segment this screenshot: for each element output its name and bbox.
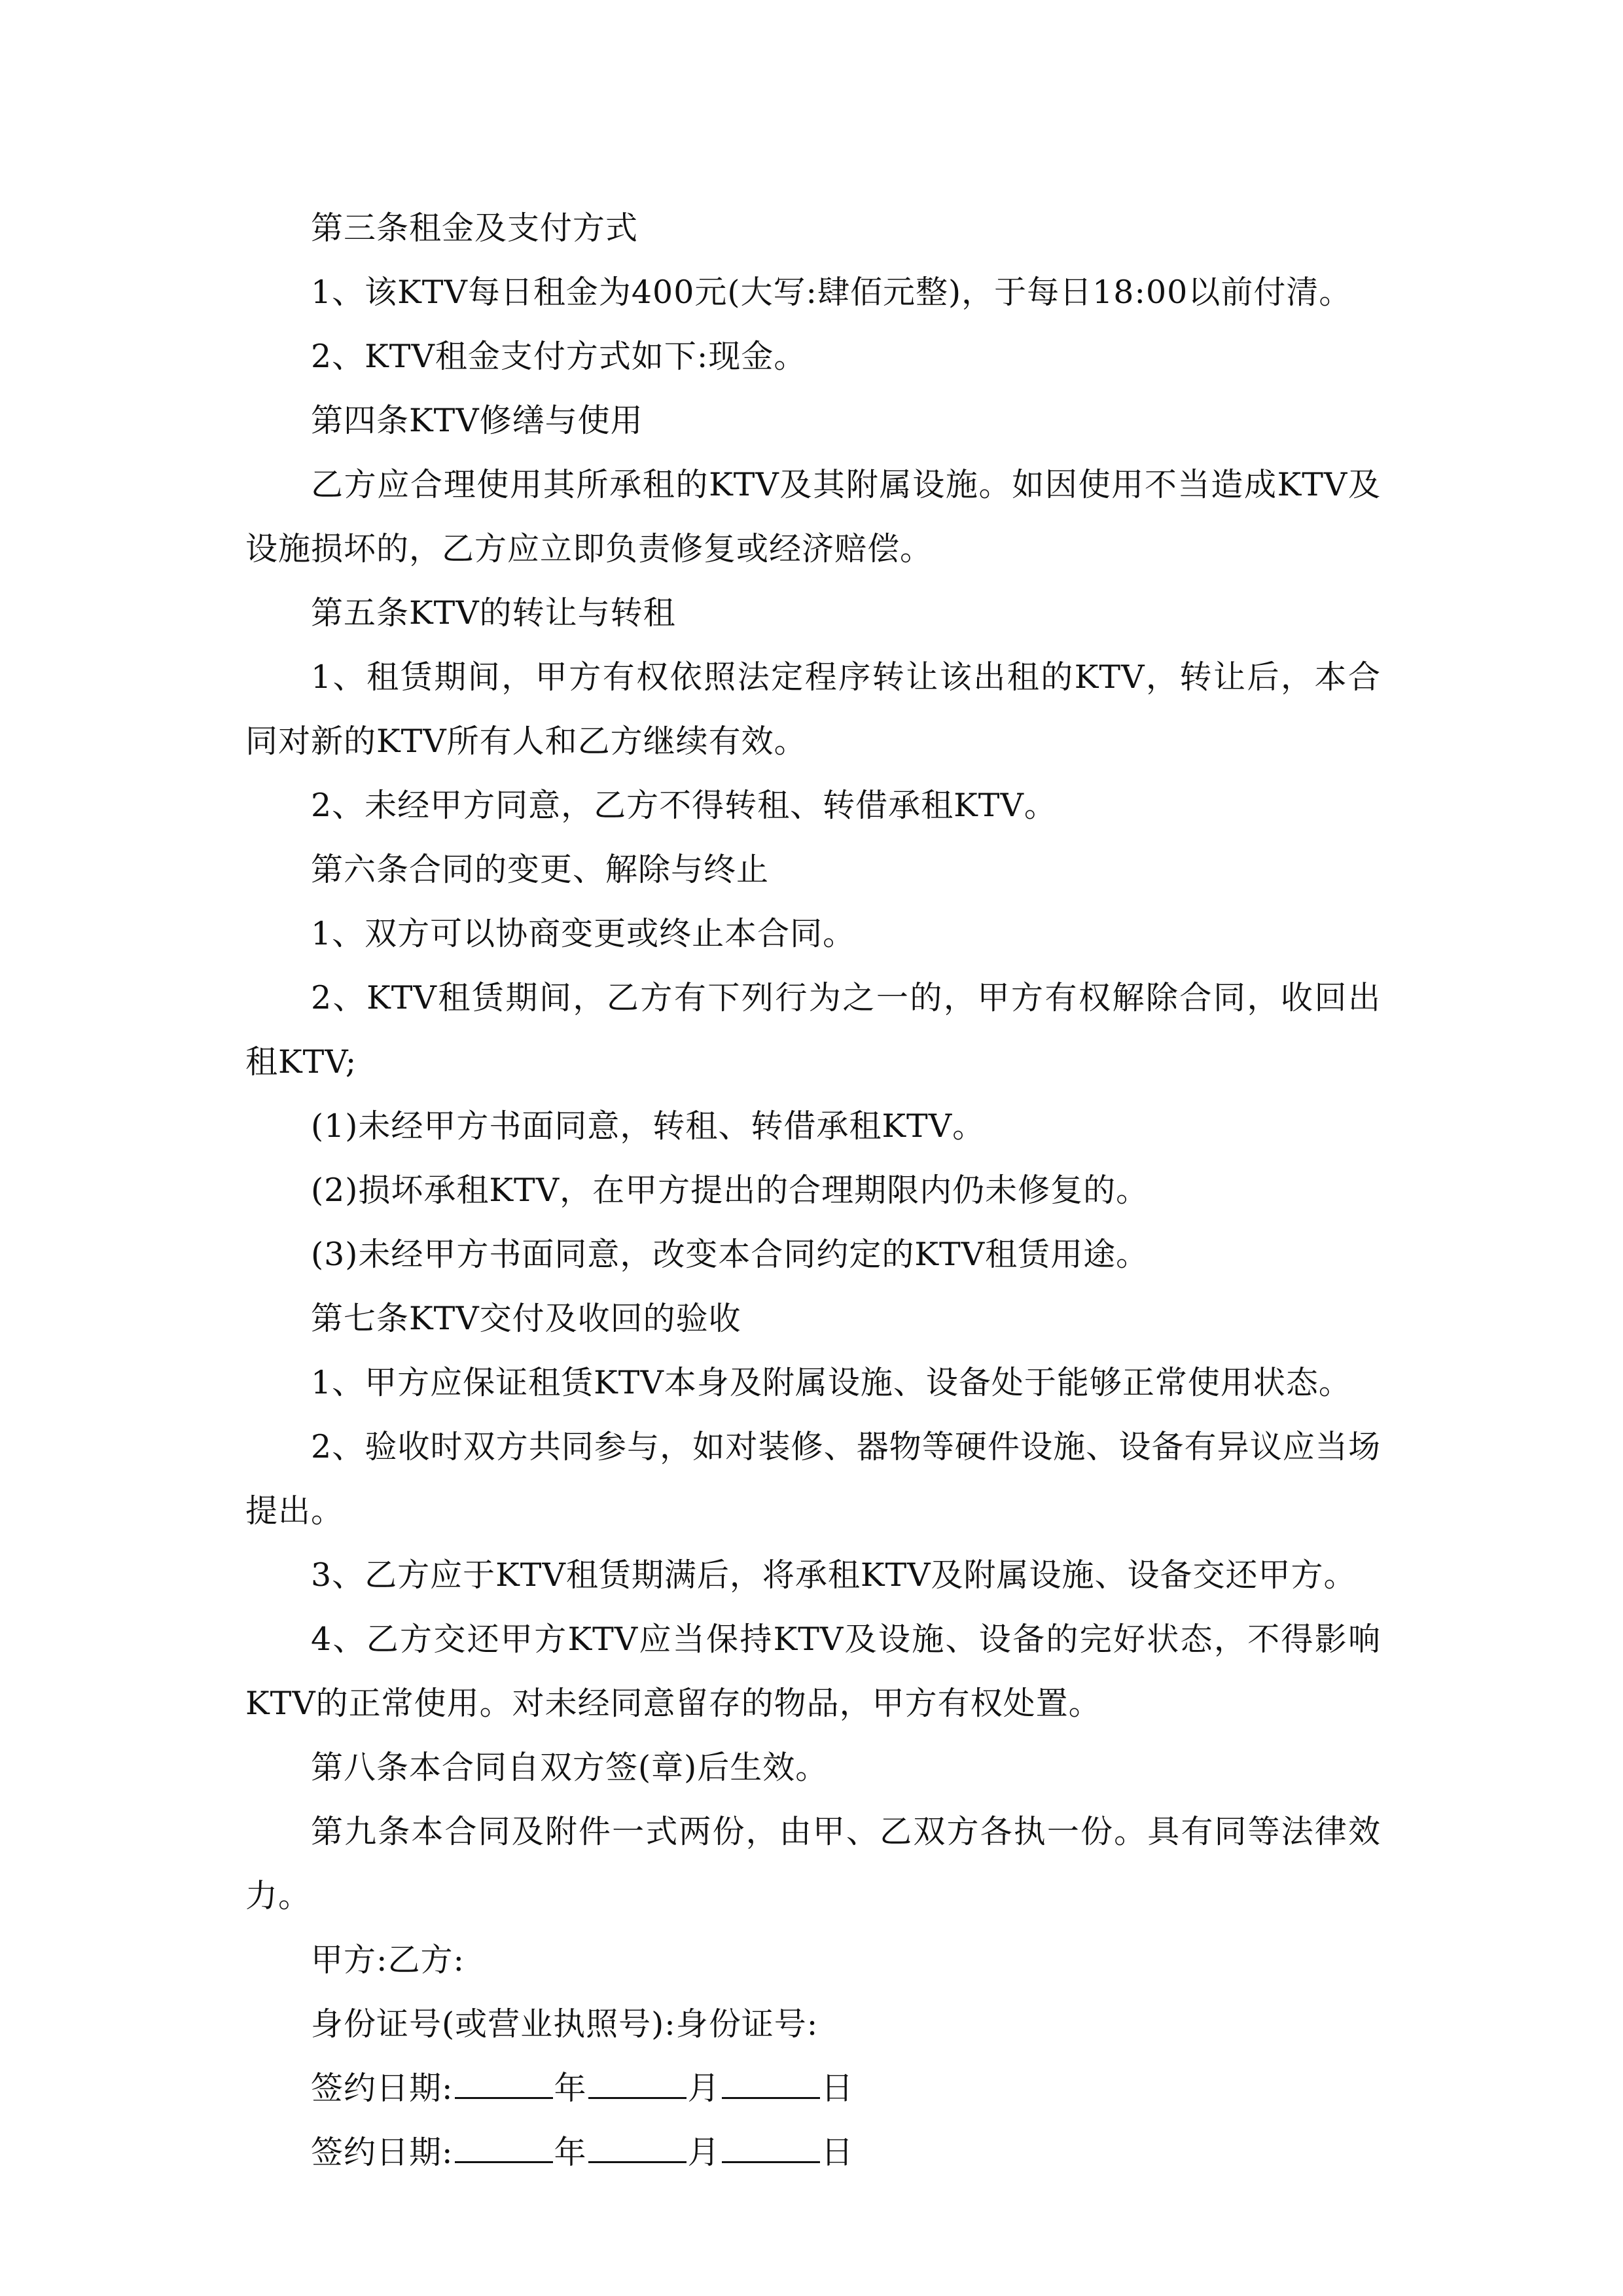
clause-7-heading: 第七条KTV交付及收回的验收 [311, 1300, 741, 1337]
signing-date-label: 签约日期: [311, 2134, 454, 2171]
day-label: 日 [821, 2134, 854, 2171]
month-label: 月 [687, 2070, 721, 2107]
blank-underline [455, 2070, 553, 2099]
clause-6-item-2: 2、KTV租赁期间，乙方有下列行为之一的，甲方有权解除合同，收回出租KTV; [245, 979, 1381, 1081]
clause-5-item-2: 2、未经甲方同意，乙方不得转租、转借承租KTV。 [311, 787, 1057, 824]
month-label: 月 [687, 2134, 721, 2171]
year-label: 年 [554, 2134, 587, 2171]
clause-6-sub-1: (1)未经甲方书面同意，转租、转借承租KTV。 [311, 1107, 986, 1145]
blank-underline [722, 2070, 820, 2099]
clause-3-heading: 第三条租金及支付方式 [311, 209, 639, 247]
blank-underline [722, 2134, 820, 2163]
party-line: 甲方:乙方: [311, 1941, 465, 1979]
clause-4-text: 乙方应合理使用其所承租的KTV及其附属设施。如因使用不当造成KTV及设施损坏的，乙方应立即负责修复或经济赔偿。 [245, 466, 1381, 567]
blank-underline [588, 2134, 687, 2163]
clause-7-item-1: 1、甲方应保证租赁KTV本身及附属设施、设备处于能够正常使用状态。 [311, 1364, 1351, 1401]
day-label: 日 [821, 2070, 854, 2107]
clause-3-item-1: 1、该KTV每日租金为400元(大写:肆佰元整)，于每日18:00以前付清。 [311, 274, 1352, 311]
blank-underline [455, 2134, 553, 2163]
clause-7-item-3: 3、乙方应于KTV租赁期满后，将承租KTV及附属设施、设备交还甲方。 [311, 1556, 1357, 1594]
clause-8: 第八条本合同自双方签(章)后生效。 [311, 1749, 829, 1786]
clause-6-heading: 第六条合同的变更、解除与终止 [311, 851, 770, 888]
clause-5-heading: 第五条KTV的转让与转租 [311, 594, 676, 632]
year-label: 年 [554, 2070, 587, 2107]
clause-7-item-2: 2、验收时双方共同参与，如对装修、器物等硬件设施、设备有异议应当场提出。 [245, 1428, 1381, 1530]
clause-3-item-2: 2、KTV租金支付方式如下:现金。 [311, 338, 807, 375]
blank-underline [588, 2070, 687, 2099]
clause-9: 第九条本合同及附件一式两份，由甲、乙双方各执一份。具有同等法律效力。 [245, 1813, 1381, 1914]
signing-date-label: 签约日期: [311, 2070, 454, 2107]
document-body [245, 196, 1381, 2185]
clause-6-sub-3: (3)未经甲方书面同意，改变本合同约定的KTV租赁用途。 [311, 1236, 1149, 1273]
clause-5-item-1: 1、租赁期间，甲方有权依照法定程序转让该出租的KTV，转让后，本合同对新的KTV所有人和乙方继续有效。 [245, 658, 1381, 760]
clause-6-item-1: 1、双方可以协商变更或终止本合同。 [311, 915, 856, 952]
id-number-line: 身份证号(或营业执照号):身份证号: [311, 2005, 819, 2043]
clause-6-sub-2: (2)损坏承租KTV，在甲方提出的合理期限内仍未修复的。 [311, 1172, 1149, 1209]
clause-4-heading: 第四条KTV修缮与使用 [311, 402, 643, 439]
clause-7-item-4: 4、乙方交还甲方KTV应当保持KTV及设施、设备的完好状态，不得影响KTV的正常使用。对未经同意留存的物品，甲方有权处置。 [245, 1621, 1381, 1722]
signing-date-line-2 [245, 2121, 1381, 2185]
signing-date-line-1 [245, 2056, 1381, 2121]
